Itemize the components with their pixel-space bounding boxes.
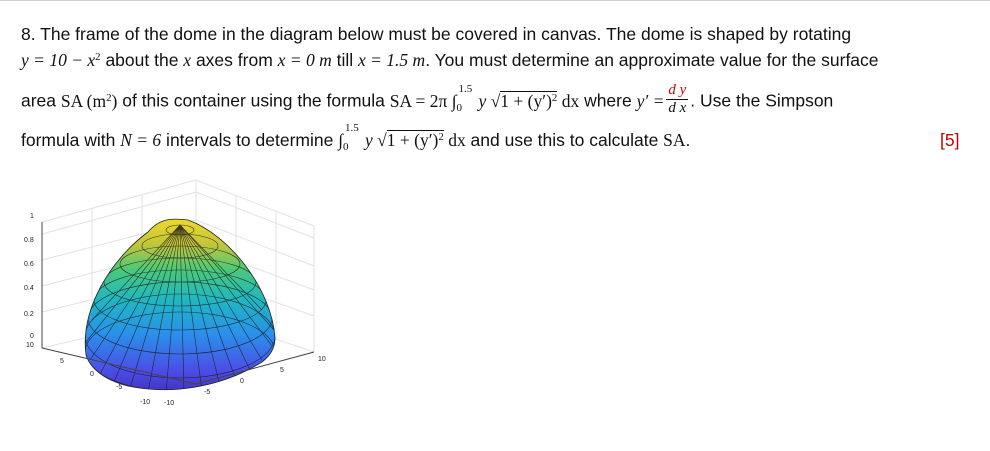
x-tick-label: -10 (140, 399, 151, 406)
y-tick-label: -10 (164, 400, 175, 407)
y-tick-label: 5 (280, 367, 284, 374)
z-tick-label: 0.6 (24, 261, 34, 268)
z-tick-label: 0.4 (24, 285, 34, 292)
y-tick-label: -5 (204, 389, 211, 396)
curve-equation: $y = 10 - x^2$ (21, 50, 101, 70)
question-line-2: $y = 10 - x^2$ about the x axes from x = 0 m till x = 1.5 m. You must determine an approximate value for the surface (21, 50, 879, 70)
interval-count: N = 6 (120, 130, 162, 150)
surface-area-formula: SA = 2π ∫ 1.5 0 y $√1 + (y')^2$ dx (389, 82, 580, 114)
surface-area-symbol: SA $(m^2)$ (60, 90, 118, 111)
x-tick-label: 0 (90, 371, 94, 378)
z-tick-labels (24, 213, 34, 349)
upper-bound: x = 1.5 m (357, 50, 426, 70)
question-line-3: area SA $(m^2)$ of this container using the formula SA = 2π ∫ 1.5 0 y $√1 + (y')^2$ dx where y′ = $\frac{\text{d y}}{\text{d x}}$ . Use the Simpson (21, 82, 834, 116)
z-tick-label: 0.8 (24, 237, 34, 244)
derivative-definition: y′ = $\frac{\text{d y}}{\text{d x}}$ (636, 82, 687, 116)
integral-expression: ∫ 1.5 0 y $√1 + (y')^2$ dx (338, 122, 466, 153)
question-text-line-1: The frame of the dome in the diagram below must be covered in canvas. The dome is shaped by rotating (40, 24, 852, 44)
question-line-4: formula with N = 6 intervals to determine ∫ 1.5 0 y $√1 + (y')^2$ dx and use this to calculate SA. (21, 122, 691, 153)
z-tick-label: 0.2 (24, 311, 34, 318)
x-tick-label: 5 (60, 358, 64, 365)
lower-bound: x = 0 m (277, 50, 332, 70)
question-line-1 (21, 26, 851, 44)
x-tick-label: -5 (116, 384, 123, 391)
top-divider (0, 0, 990, 1)
z-tick-label: 0 (30, 333, 34, 340)
z-tick-label: 10 (26, 342, 34, 349)
z-tick-label: 1 (30, 213, 34, 220)
dome-surface-plot (0, 170, 340, 430)
question-number: 8. (21, 24, 36, 44)
marks-label: [5] (940, 130, 960, 150)
y-tick-label: 0 (240, 378, 244, 385)
y-tick-label: 10 (318, 356, 326, 363)
